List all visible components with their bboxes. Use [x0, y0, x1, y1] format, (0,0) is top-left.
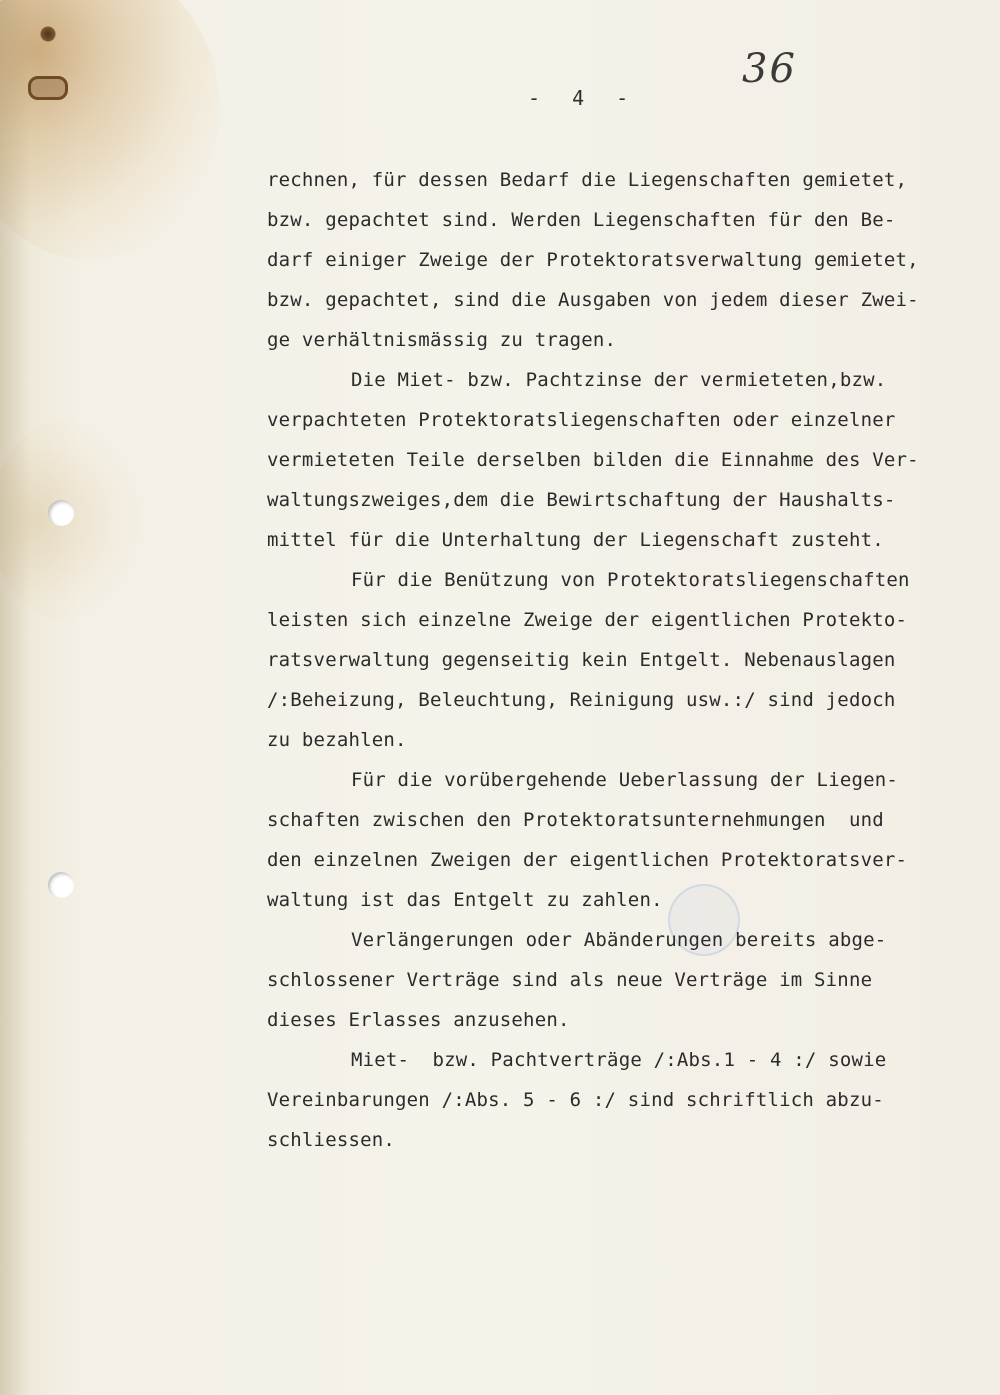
- text-line: mittel für die Unterhaltung der Liegenschaft zusteht.: [267, 529, 884, 551]
- rust-stain: [0, 0, 220, 260]
- folio-number: 36: [742, 46, 797, 92]
- paragraph-1: [267, 160, 947, 360]
- text-line: darf einiger Zweige der Protektoratsverwaltung gemietet,: [267, 249, 919, 271]
- text-line: vermieteten Teile derselben bilden die Einnahme des Ver-: [267, 449, 919, 471]
- text-line: leisten sich einzelne Zweige der eigentlichen Protekto-: [267, 609, 908, 631]
- page-edge-shadow: [0, 0, 30, 1395]
- text-line: den einzelnen Zweigen der eigentlichen Protektoratsver-: [267, 849, 908, 871]
- document-body: [267, 160, 947, 1160]
- text-line: waltungszweiges,dem die Bewirtschaftung der Haushalts-: [267, 489, 896, 511]
- page-number: - 4 -: [528, 86, 639, 110]
- paragraph-2: [267, 360, 947, 560]
- paragraph-4: [267, 760, 947, 920]
- text-line: schliessen.: [267, 1129, 396, 1151]
- text-line: Vereinbarungen /:Abs. 5 - 6 :/ sind schriftlich abzu-: [267, 1089, 884, 1111]
- text-line: bzw. gepachtet sind. Werden Liegenschaften für den Be-: [267, 209, 896, 231]
- staple-mark: [40, 26, 56, 42]
- paragraph-3: [267, 560, 947, 760]
- text-line: schaften zwischen den Protektoratsunternehmungen und: [267, 809, 884, 831]
- text-line: Miet- bzw. Pachtverträge /:Abs.1 - 4 :/ sowie: [351, 1049, 887, 1071]
- text-line: zu bezahlen.: [267, 729, 407, 751]
- punch-hole-lower: [48, 872, 74, 898]
- text-line: ge verhältnismässig zu tragen.: [267, 329, 617, 351]
- paper-clip-mark: [28, 76, 68, 100]
- punch-hole-upper: [48, 500, 74, 526]
- text-line: /:Beheizung, Beleuchtung, Reinigung usw.:/ sind jedoch: [267, 689, 896, 711]
- text-line: schlossener Verträge sind als neue Verträge im Sinne: [267, 969, 873, 991]
- text-line: ratsverwaltung gegenseitig kein Entgelt. Nebenauslagen: [267, 649, 896, 671]
- text-line: verpachteten Protektoratsliegenschaften oder einzelner: [267, 409, 896, 431]
- paragraph-5: [267, 920, 947, 1040]
- text-line: rechnen, für dessen Bedarf die Liegenschaften gemietet,: [267, 169, 908, 191]
- text-line: dieses Erlasses anzusehen.: [267, 1009, 570, 1031]
- paragraph-6: [267, 1040, 947, 1160]
- text-line: Für die Benützung von Protektoratsliegenschaften: [351, 569, 910, 591]
- text-line: Die Miet- bzw. Pachtzinse der vermieteten,bzw.: [351, 369, 887, 391]
- text-line: bzw. gepachtet, sind die Ausgaben von jedem dieser Zwei-: [267, 289, 919, 311]
- text-line: Verlängerungen oder Abänderungen bereits abge-: [351, 929, 887, 951]
- text-line: waltung ist das Entgelt zu zahlen.: [267, 889, 663, 911]
- text-line: Für die vorübergehende Ueberlassung der Liegen-: [351, 769, 899, 791]
